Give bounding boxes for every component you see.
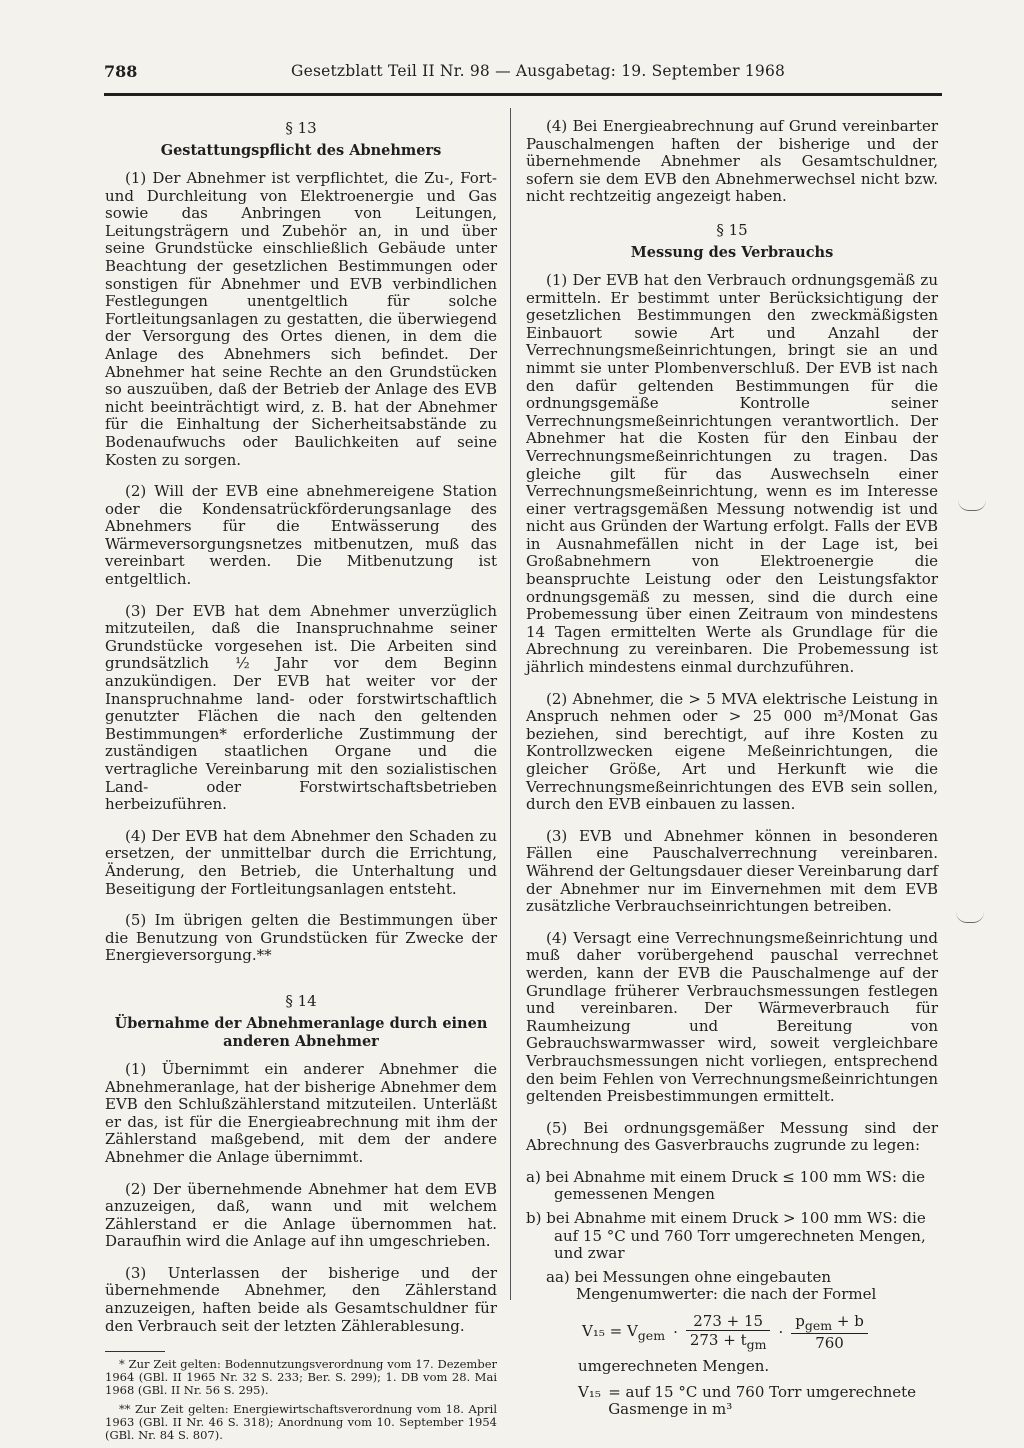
- fraction-temperature-denominator: $273 + t_{gm}$: [689, 1331, 767, 1353]
- formula-dot-2: ·: [778, 1323, 784, 1342]
- left-column: [105, 118, 497, 1448]
- section-14-number: § 14: [285, 991, 317, 1010]
- formula-followup: umgerechneten Mengen.: [578, 1357, 770, 1376]
- page-header: [104, 62, 942, 86]
- section-13-title: Gestattungspflicht des Abnehmers: [160, 142, 442, 159]
- fraction-temperature-numerator: 273 + 15: [686, 1312, 771, 1331]
- section-15-para-1: (1) Der EVB hat den Verbrauch ordnungsgemäß zu ermitteln. Er bestimmt unter Berücksichtigung der gesetzlichen Bestimmungen den zweckmäßigsten Einbauort sowie Art und Anzahl der Verrechnungsmeßeinrichtungen, bringt sie an und nimmt sie unter Plombenverschluß. Der EVB ist nach den dafür geltenden Bestimmungen für die ordnungsgemäße Kontrolle seiner Verrechnungsmeßeinrichtungen verantwortlich. Der Abnehmer hat die Kosten für den Einbau der Verrechnungsmeßeinrichtungen zu tragen. Das gleiche gilt für das Auswechseln einer Verrechnungsmeßeinrichtung, wenn es im Interesse einer vertragsgemäßen Messung notwendig ist und nicht aus Gründen der Wartung erfolgt. Falls der EVB in Ausnahmefällen nicht in der Lage ist, bei Großabnehmern von Elektroenergie die beanspruchte Leistung oder den Leistungsfaktor ordnungsgemäß zu messen, sind die durch eine Probemessung über einen Zeitraum von mindestens 14 Tagen ermittelten Werte als Grundlage für die Abrechnung zu vereinbaren. Die Probemessung ist jährlich mindestens einmal durchzuführen.: [526, 270, 938, 677]
- section-14-para-3: (3) Unterlassen der bisherige und der übernehmende Abnehmer, den Zählerstand anzuzeigen, haften beide als Gesamtschuldner für den Verbrauch seit der letzten Zählerablesung.: [105, 1263, 497, 1335]
- fraction-pressure-numerator: $p_{gem} + b$: [791, 1312, 868, 1334]
- margin-pencil-mark-2: [956, 912, 984, 923]
- fraction-pressure-denominator: 760: [815, 1334, 844, 1353]
- section-14-para-4: (4) Bei Energieabrechnung auf Grund vereinbarter Pauschalmengen haften der bisherige und der übernehmende Abnehmer als Gesamtschuldner, sofern sie dem EVB den Abnehmerwechsel nicht bzw. nicht rechtzeitig angezeigt haben.: [526, 117, 938, 206]
- section-13-para-2: (2) Will der EVB eine abnehmereigene Station oder die Kondensatrückförderungsanlage des Abnehmers für die Entwässerung des Wärmeversorgungsnetzes mitbenutzen, muß das vereinbart werden. Die Mitbenutzung ist entgeltlich.: [105, 482, 497, 589]
- formula-dot-1: ·: [673, 1323, 678, 1342]
- header-rule: [104, 93, 942, 96]
- section-15-number: § 15: [716, 220, 748, 239]
- section-15-para-2: (2) Abnehmer, die > 5 MVA elektrische Leistung in Anspruch nehmen oder > 25 000 m³/Monat Gas beziehen, sind berechtigt, auf ihre Kosten zu Kontrollzwecken eigene Meßeinrichtungen, die gleicher Größe, Art und Herkunft wie die Verrechnungsmeßeinrichtungen des EVB sein sollen, durch den EVB einbauen zu lassen.: [526, 689, 938, 814]
- conversion-formula: [578, 1312, 938, 1352]
- fraction-pressure: [791, 1312, 868, 1352]
- symbol-definition: [578, 1384, 938, 1419]
- page-number: 788: [104, 62, 138, 81]
- margin-pencil-mark-1: [958, 500, 986, 511]
- section-15-para-3: (3) EVB und Abnehmer können in besonderen Fällen eine Pauschalverrechnung vereinbaren. Während der Geltungsdauer dieser Vereinbarung darf der Abnehmer nur im Einvernehmen mit dem EVB zusätzliche Verbrauchseinrichtungen betreiben.: [526, 826, 938, 916]
- section-15-title: Messung des Verbrauchs: [630, 243, 834, 261]
- list-item-b: b) bei Abnahme mit einem Druck > 100 mm WS: die auf 15 °C und 760 Torr umgerechneten Mengen, und zwar: [526, 1209, 926, 1263]
- definition-symbol: V₁₅: [578, 1382, 601, 1401]
- section-15-para-4: (4) Versagt eine Verrechnungsmeßeinrichtung und muß daher vorübergehend pauschal verrechnet werden, kann der EVB die Pauschalmenge auf der Grundlage früherer Verbrauchsmessungen festlegen und vereinbaren. Der Wärmeverbrauch für Raumheizung und Bereitung von Gebrauchswarmwasser wird, soweit vergleichbare Verbrauchsmessungen nicht vorliegen, entsprechend den beim Fehlen von Verrechnungsmeßeinrichtungen geltenden Preisbestimmungen ermittelt.: [526, 928, 938, 1106]
- section-14-title: Übernahme der Abnehmeranlage durch einen anderen Abnehmer: [114, 1014, 488, 1050]
- right-column: [526, 118, 938, 1419]
- definition-text: = auf 15 °C und 760 Torr umgerechnete Gasmenge in m³: [608, 1382, 917, 1419]
- section-13-para-3: (3) Der EVB hat dem Abnehmer unverzüglich mitzuteilen, daß die Inanspruchnahme seiner Grundstücke vorgesehen ist. Die Arbeiten sind grundsätzlich ½ Jahr vor dem Beginn anzukündigen. Der EVB hat weiter vor der Inanspruchnahme land- oder forstwirtschaftlich genutzter Flächen die nach den geltenden Bestimmungen* erforderliche Zustimmung der zuständigen staatlichen Organe und die vertragliche Vereinbarung mit den sozialistischen Land- oder Forstwirtschaftsbetrieben herbeizuführen.: [105, 601, 497, 814]
- formula-lhs: V₁₅ = V: [582, 1321, 638, 1340]
- footnote-1: * Zur Zeit gelten: Bodennutzungsverordnung vom 17. Dezember 1964 (GBl. II 1965 Nr. 32 S. 233; Ber. S. 299); 1. DB vom 28. Mai 1968 (GBl. II Nr. 56 S. 295).: [105, 1357, 497, 1398]
- section-13-para-1: (1) Der Abnehmer ist verpflichtet, die Zu-, Fort- und Durchleitung von Elektroenergie und Gas sowie das Anbringen von Leitungen, Leitungsträgern und Zubehör an, in und über seine Grundstücke einschließlich Gebäude unter Beachtung der gesetzlichen Bestimmungen oder sonstigen für Abnehmer und EVB verbindlichen Festlegungen unentgeltlich für solche Fortleitungsanlagen zu gestatten, die überwiegend der Versorgung des Ortes dienen, in dem die Anlage des Abnehmers sich befindet. Der Abnehmer hat seine Rechte an den Grundstücken so auszuüben, daß der Betrieb der Anlage des EVB nicht beeinträchtigt wird, z. B. hat der Abnehmer für die Einhaltung der Sicherheitsabstände zu Bodenaufwuchs oder Baulichkeiten auf seine Kosten zu sorgen.: [105, 169, 497, 469]
- section-15-para-5: (5) Bei ordnungsgemäßer Messung sind der Abrechnung des Gasverbrauchs zugrunde zu legen:: [526, 1118, 938, 1155]
- section-14-para-2: (2) Der übernehmende Abnehmer hat dem EVB anzuzeigen, daß, wann und mit welchem Zählerstand er die Anlage übernommen hat. Daraufhin wird die Anlage auf ihn umgeschrieben.: [105, 1179, 497, 1251]
- section-13-para-4: (4) Der EVB hat dem Abnehmer den Schaden zu ersetzen, der unmittelbar durch die Errichtung, Änderung, den Betrieb, die Unterhaltung und Beseitigung der Fortleitungsanlagen entsteht.: [105, 826, 497, 898]
- fraction-temperature: [686, 1312, 771, 1352]
- formula-lhs-sub: gem: [637, 1327, 666, 1343]
- footnote-2: ** Zur Zeit gelten: Energiewirtschaftsverordnung vom 18. April 1963 (GBl. II Nr. 46 S. 318); Anordnung vom 10. September 1954 (GBl. Nr. 84 S. 807).: [105, 1402, 497, 1443]
- column-divider: [510, 108, 511, 1300]
- list-item-a: a) bei Abnahme mit einem Druck ≤ 100 mm WS: die gemessenen Mengen: [526, 1167, 926, 1204]
- section-13-para-5: (5) Im übrigen gelten die Bestimmungen über die Benutzung von Grundstücken für Zwecke der Energieversorgung.**: [105, 911, 497, 965]
- list-item-aa: aa) bei Messungen ohne eingebauten Mengenumwerter: die nach der Formel: [546, 1267, 877, 1304]
- footnote-rule: [105, 1351, 165, 1352]
- running-head: Gesetzblatt Teil II Nr. 98 — Ausgabetag: 19. September 1968: [291, 62, 786, 80]
- section-14-para-1: (1) Übernimmt ein anderer Abnehmer die Abnehmeranlage, hat der bisherige Abnehmer dem EVB den Schlußzählerstand mitzuteilen. Unterläßt er das, ist für die Energieabrechnung mit ihm der Zählerstand maßgebend, mit dem der andere Abnehmer die Anlage übernimmt.: [105, 1059, 497, 1166]
- section-13-number: § 13: [285, 119, 317, 137]
